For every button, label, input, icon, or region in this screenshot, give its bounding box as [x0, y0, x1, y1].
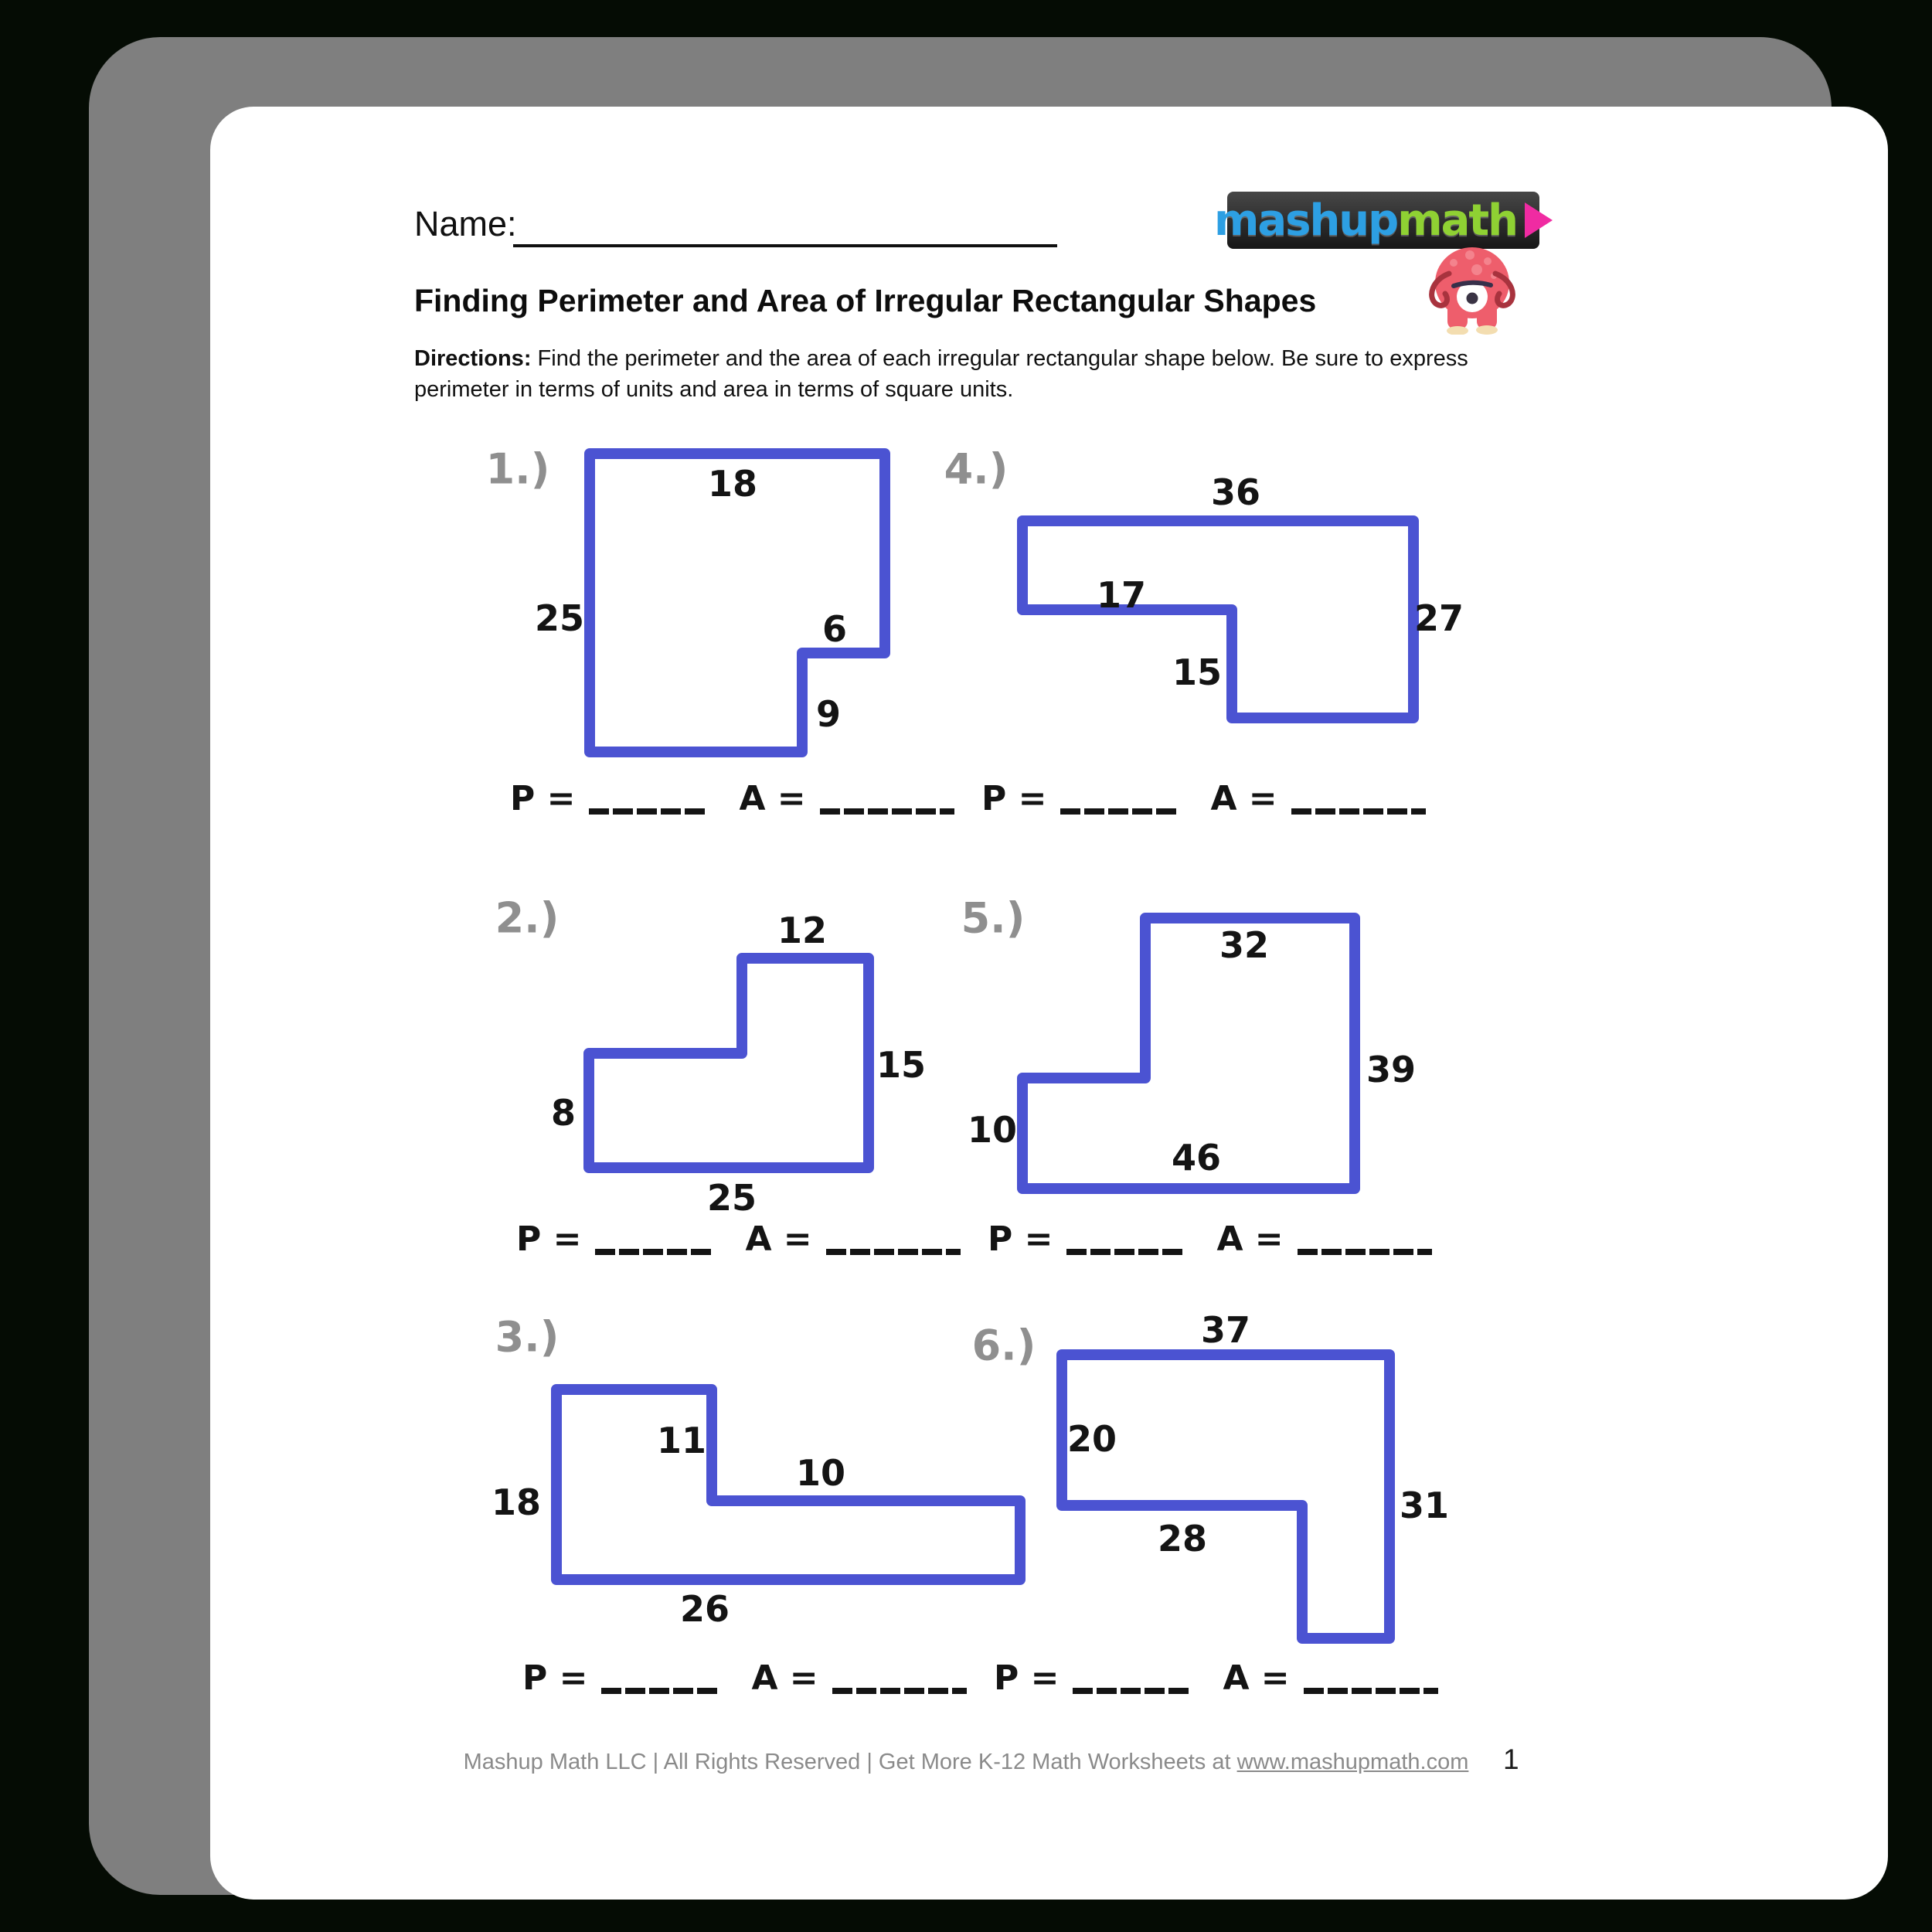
area-label: A = [1223, 1658, 1290, 1698]
directions-label: Directions: [414, 346, 532, 371]
footer-text [124, 1750, 1808, 1775]
area-label: A = [1210, 779, 1277, 818]
dim-label-notch-side: 9 [815, 693, 842, 735]
dim-label-inner-top: 28 [1157, 1518, 1208, 1560]
problem-4-number: 4.) [944, 444, 1009, 494]
logo-word-mashup: mashup [1213, 195, 1398, 246]
answer-row-problem-3 [522, 1658, 967, 1698]
perimeter-blank [1066, 1249, 1182, 1255]
dim-label-left: 20 [1066, 1418, 1117, 1460]
dim-label-left: 18 [491, 1481, 542, 1523]
dim-label-right: 31 [1399, 1485, 1450, 1526]
dim-label-right: 15 [876, 1044, 927, 1086]
dim-label-left: 8 [550, 1092, 577, 1134]
dim-label-bottom: 26 [679, 1588, 730, 1630]
dim-label-notch-top: 6 [821, 608, 848, 650]
dim-label-left: 10 [967, 1109, 1018, 1151]
area-blank [820, 808, 954, 815]
area-blank [826, 1249, 961, 1255]
name-blank-line [513, 207, 1057, 247]
problem-2-number: 2.) [495, 893, 560, 943]
area-blank [1291, 808, 1426, 815]
directions-line1: Find the perimeter and the area of each irregular rectangular shape below. Be sure to express [531, 346, 1468, 371]
answer-row-problem-4 [981, 779, 1426, 818]
dim-label-top: 37 [1200, 1309, 1251, 1351]
problem-6-shape [1056, 1349, 1395, 1644]
directions-text [414, 343, 1468, 405]
footer-copyright: Mashup Math LLC | All Rights Reserved | Get More K-12 Math Worksheets at [463, 1750, 1237, 1774]
shape-outline [556, 1389, 1020, 1580]
answer-row-problem-1 [510, 779, 954, 818]
perimeter-label: P = [994, 1658, 1060, 1698]
dim-label-left: 25 [534, 597, 585, 639]
perimeter-blank [589, 808, 705, 815]
perimeter-blank [1073, 1688, 1189, 1694]
perimeter-blank [595, 1249, 711, 1255]
monster-mascot-icon [1426, 246, 1519, 335]
dim-label-right: 39 [1366, 1049, 1417, 1090]
area-label: A = [751, 1658, 818, 1698]
area-label: A = [1216, 1219, 1284, 1259]
page-number: 1 [1503, 1743, 1519, 1775]
dim-label-inner-top: 17 [1096, 574, 1147, 616]
perimeter-label: P = [522, 1658, 588, 1698]
dim-label-inner-side: 15 [1172, 651, 1223, 693]
perimeter-label: P = [510, 779, 576, 818]
problem-3-shape [551, 1384, 1026, 1585]
problem-2-shape [583, 953, 874, 1173]
answer-row-problem-5 [988, 1219, 1432, 1259]
shape-outline [589, 958, 869, 1168]
worksheet-title: Finding Perimeter and Area of Irregular Rectangular Shapes [414, 283, 1317, 318]
area-blank [832, 1688, 967, 1694]
dim-label-right: 27 [1413, 597, 1464, 639]
answer-row-problem-6 [994, 1658, 1438, 1698]
answer-row-problem-2 [516, 1219, 961, 1259]
perimeter-blank [601, 1688, 717, 1694]
perimeter-label: P = [981, 779, 1047, 818]
dim-label-step-side: 11 [656, 1420, 707, 1461]
area-label: A = [745, 1219, 812, 1259]
directions-line2: perimeter in terms of units and area in terms of square units. [414, 377, 1014, 402]
area-blank [1298, 1249, 1432, 1255]
dim-label-top: 36 [1210, 471, 1261, 513]
problem-3-number: 3.) [495, 1312, 560, 1362]
problem-6-number: 6.) [971, 1321, 1036, 1370]
name-label: Name: [414, 204, 517, 243]
perimeter-label: P = [988, 1219, 1053, 1259]
dim-label-bottom: 25 [706, 1177, 757, 1219]
dim-label-top: 18 [707, 463, 758, 505]
area-blank [1304, 1688, 1438, 1694]
problem-5-number: 5.) [961, 893, 1026, 943]
dim-label-step-top: 10 [795, 1452, 846, 1494]
logo-word-math: math [1397, 195, 1518, 246]
problem-1-number: 1.) [485, 444, 550, 494]
shape-outline [1062, 1355, 1389, 1638]
footer-website-link[interactable]: www.mashupmath.com [1236, 1750, 1469, 1774]
dim-label-top: 32 [1219, 924, 1270, 966]
mashupmath-logo [1213, 192, 1539, 249]
play-triangle-icon [1525, 202, 1553, 238]
perimeter-label: P = [516, 1219, 582, 1259]
perimeter-blank [1060, 808, 1176, 815]
area-label: A = [739, 779, 806, 818]
dim-label-bottom: 46 [1171, 1137, 1222, 1179]
dim-label-top: 12 [777, 910, 828, 951]
